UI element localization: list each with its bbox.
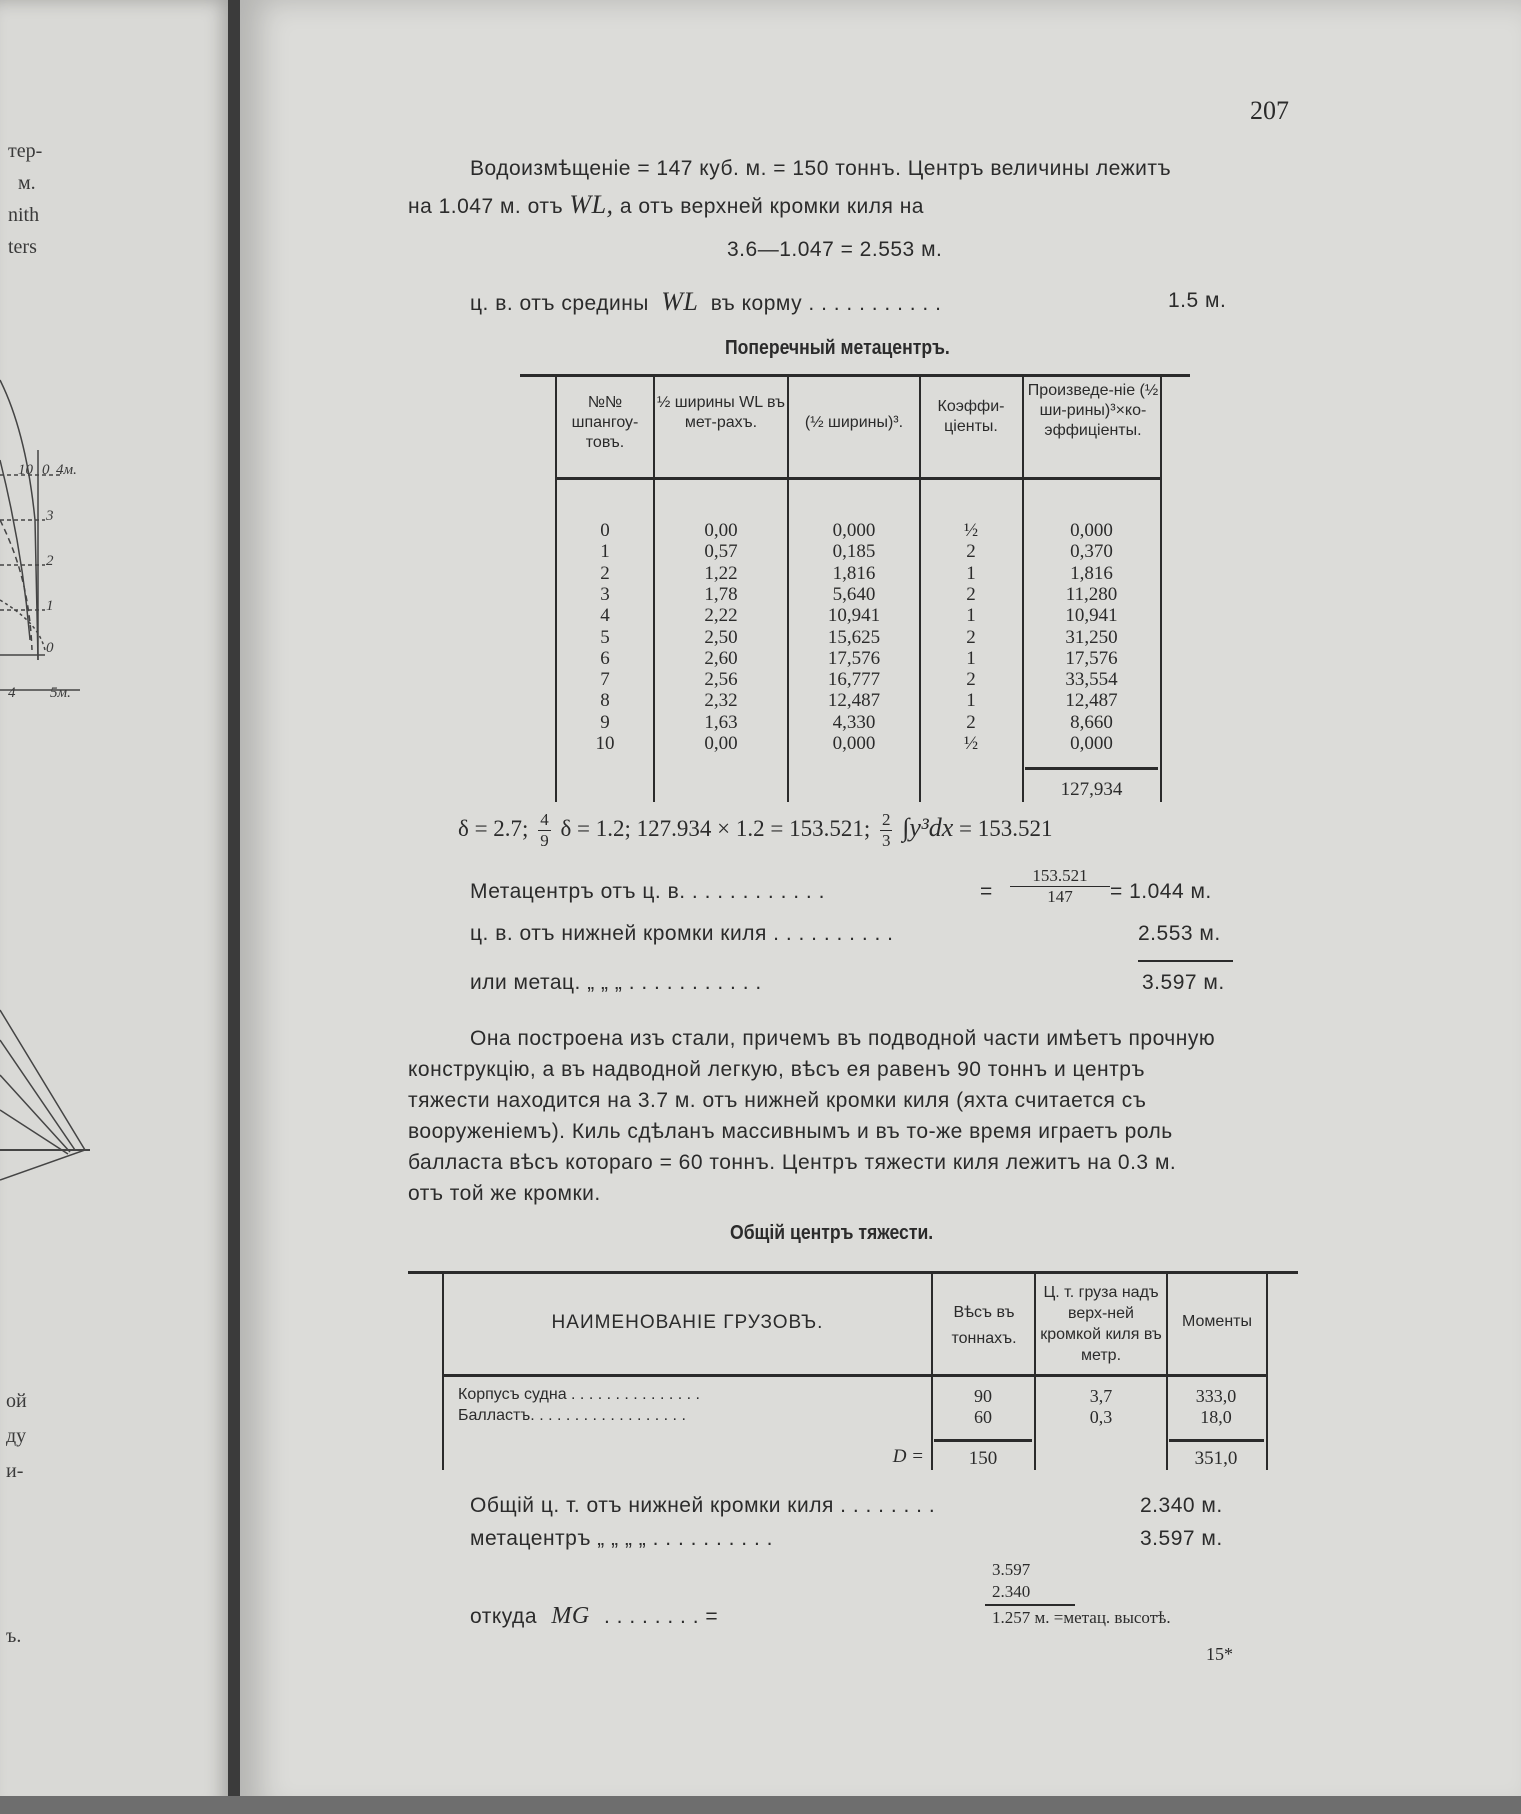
intro-text: на 1.047 м. отъ (408, 195, 564, 218)
gravity-table (442, 1274, 1268, 1470)
formula-part: δ = 2.7; (458, 815, 529, 841)
left-fragment: м. (18, 172, 36, 194)
drawing-label: 4 (8, 685, 16, 701)
table-cell: 7 (600, 669, 610, 691)
drawing-label: 2 (46, 553, 54, 569)
sum-rule (1169, 1439, 1264, 1442)
frac-num: 2 (881, 810, 891, 829)
formula-part: δ = 1.2; 127.934 × 1.2 = 153.521; (560, 815, 871, 841)
table-cell: 1 (600, 541, 610, 563)
table-cell: 4,330 (832, 711, 876, 733)
table-cell: 0,000 (1070, 733, 1113, 754)
total-label: D = (892, 1446, 924, 1467)
cb-prefix: ц. в. отъ средины (470, 292, 649, 315)
table-cell: 2 (966, 669, 976, 691)
left-fragment: тер- (8, 140, 43, 162)
fraction-4-9 (538, 810, 551, 851)
table-cell: 4 (600, 605, 610, 627)
metac-value: 3.597 м. (1142, 971, 1225, 994)
header-cargo-name: НАИМЕНОВАНІЕ ГРУЗОВЪ. (551, 1312, 824, 1333)
header-cg-height: Ц. т. груза надъ верх-ней кромкой киля въ метр. (1040, 1284, 1162, 1364)
table-cell: 2,60 (704, 647, 738, 669)
frac-den: 3 (881, 831, 891, 850)
table-cell: 1,816 (832, 562, 876, 584)
table-cell: 2 (966, 541, 976, 563)
equation: 3.6—1.047 = 2.553 м. (727, 238, 943, 261)
transverse-table (555, 377, 1162, 802)
table-cell: Балластъ. . . . . . . . . . . . . . . . . . (458, 1407, 686, 1424)
left-fragment: ой (6, 1390, 27, 1412)
header-frame-number: №№ шпангоу-товъ. (571, 394, 639, 451)
wl-symbol: WL (661, 287, 699, 316)
col-divider (1166, 1274, 1168, 1470)
frac-num: 4 (540, 810, 549, 829)
header-half-breadth: ½ ширины WL въ мет-рахъ. (657, 394, 785, 431)
table-cell: Корпусъ судна . . . . . . . . . . . . . . . (458, 1386, 700, 1403)
table-cell: 17,576 (1065, 647, 1118, 669)
para-line: конструкцію, а въ надводной легкую, вѣсъ ея равенъ 90 тоннъ и центръ (408, 1058, 1146, 1081)
formula-result: = 153.521 (958, 815, 1053, 841)
header-weight: Вѣсъ въ тоннахъ. (951, 1304, 1017, 1347)
total-moment: 351,0 (1194, 1448, 1238, 1469)
table-cell: 0,000 (1070, 520, 1113, 541)
frac-den: 147 (1047, 887, 1073, 906)
drawing-label: 0 (42, 462, 50, 478)
wl-symbol: WL, (569, 190, 614, 219)
table-cell: 18,0 (1200, 1407, 1232, 1427)
table-cell: 10,941 (1065, 605, 1118, 627)
sub-bottom: 2.340 (992, 1582, 1031, 1601)
table-cell: 1,63 (704, 711, 738, 733)
table-cell: 333,0 (1195, 1386, 1237, 1406)
sum-rule (1138, 960, 1233, 962)
summary-mc-label: метацентръ „ „ „ „ . . . . . . . . . . (470, 1527, 773, 1550)
table-cell: 12,487 (827, 690, 881, 712)
header-rule (444, 1374, 1266, 1377)
table-cell: 1 (966, 690, 976, 712)
table-cell: 2 (966, 626, 976, 648)
header-product: Произведе-ніе (½ ши-рины)³×ко-эффиціенты. (1027, 382, 1159, 439)
mg-result-group (992, 1608, 1171, 1628)
para-line: отъ той же кромки. (408, 1182, 601, 1205)
header-moments: Моменты (1182, 1313, 1252, 1330)
drawing-label: 1 (46, 598, 54, 614)
mg-prefix: откуда (470, 1605, 537, 1628)
table-cell: 8,660 (1070, 711, 1113, 733)
table-cell: 8 (600, 690, 610, 712)
total-weight: 150 (968, 1448, 998, 1469)
table-cell: 0,3 (1089, 1407, 1113, 1427)
summary-mc-value: 3.597 м. (1140, 1527, 1223, 1550)
table-cell: 16,777 (827, 669, 881, 691)
metac-label: или метац. „ „ „ . . . . . . . . . . . (470, 971, 762, 994)
col-divider (1022, 377, 1024, 802)
cb-middle: въ корму . . . . . . . . . . . (710, 292, 942, 315)
table-cell: 1,78 (704, 583, 738, 605)
para-line: Она построена изъ стали, причемъ въ подводной части имѣетъ прочную (470, 1027, 1216, 1050)
cb-keel-value: 2.553 м. (1138, 922, 1221, 945)
table-cell: 10,941 (827, 605, 881, 627)
cb-line (470, 287, 941, 317)
table-cell: 90 (974, 1386, 992, 1406)
mg-result: 1.257 м. (992, 1608, 1050, 1627)
mg-symbol: MG (551, 1603, 590, 1629)
table-cell: 1 (966, 605, 976, 627)
summary-cg-value: 2.340 м. (1140, 1494, 1223, 1517)
hull-drawing-fragment (0, 0, 235, 1814)
table-cell: 11,280 (1065, 583, 1118, 605)
para-line: вооруженіемъ). Киль сдѣланъ массивнымъ и въ то-же время играетъ роль (408, 1120, 1173, 1143)
equals: = (980, 880, 993, 903)
table-cell: 1 (966, 647, 976, 669)
table-cell: 0,185 (832, 541, 876, 563)
sum-rule (985, 1604, 1075, 1606)
table-cell: 9 (600, 711, 610, 733)
intro-line: Водоизмѣщеніе = 147 куб. м. = 150 тоннъ. Центръ величины лежитъ (470, 157, 1172, 180)
left-fragment: ters (8, 236, 37, 258)
metacentre-fraction (1010, 866, 1110, 907)
signature-mark: 15* (1206, 1644, 1233, 1664)
intro-line (408, 190, 924, 220)
table-cell: 10 (595, 733, 615, 754)
table-cell: 3 (600, 583, 610, 605)
table-cell: 0 (600, 520, 610, 541)
table-cell: ½ (963, 520, 979, 541)
table-cell: 3,7 (1089, 1386, 1113, 1406)
gravity-title: Общій центръ тяжести. (730, 1222, 934, 1244)
page-bottom-edge (0, 1796, 1521, 1814)
table-cell: ½ (963, 733, 979, 754)
left-fragment: ду (6, 1425, 27, 1447)
drawing-label: 10 (18, 462, 33, 478)
mg-dots: . . . . . . . . = (604, 1605, 719, 1628)
table-cell: 6 (600, 647, 610, 669)
table-cell: 2,50 (704, 626, 738, 648)
header-cube: (½ ширины)³. (804, 414, 904, 431)
table-cell: 2 (966, 583, 976, 605)
table-cell: 1 (966, 562, 976, 584)
total-value: 127,934 (1060, 779, 1123, 800)
frac-num: 153.521 (1010, 866, 1110, 887)
table-cell: 33,554 (1065, 669, 1118, 691)
left-page-sliver (0, 0, 235, 1814)
header-rule (557, 477, 1160, 480)
integral: ∫y³dx (902, 812, 954, 842)
header-coefficient: Коэффи-ціенты. (937, 398, 1005, 435)
table-cell: 2,22 (704, 605, 738, 627)
drawing-label: 3 (46, 508, 54, 524)
col-divider (931, 1274, 933, 1470)
drawing-label: 0 (46, 640, 54, 656)
table-cell: 2 (600, 562, 610, 584)
fraction-2-3 (880, 810, 893, 851)
table-cell: 17,576 (827, 647, 881, 669)
table-cell: 0,57 (704, 541, 738, 563)
table-cell: 0,000 (832, 520, 876, 541)
mg-suffix: =метац. высотѣ. (1053, 1608, 1171, 1627)
metacentre-label: Метацентръ отъ ц. в. . . . . . . . . . . . (470, 880, 825, 903)
para-line: балласта вѣсъ котораго = 60 тоннъ. Центръ тяжести киля лежитъ на 0.3 м. (408, 1151, 1177, 1174)
table-cell: 0,00 (704, 733, 738, 754)
drawing-label: 4м. (56, 462, 77, 478)
sum-rule (1025, 767, 1158, 770)
table-cell: 0,00 (704, 520, 738, 541)
table-cell: 1,22 (704, 562, 738, 584)
table-cell: 0,000 (832, 733, 876, 754)
cb-keel-label: ц. в. отъ нижней кромки киля . . . . . . . . . . (470, 922, 894, 945)
sum-rule (934, 1439, 1032, 1442)
table-cell: 1,816 (1070, 562, 1113, 584)
cb-value: 1.5 м. (1168, 289, 1227, 312)
table-cell: 0,370 (1070, 541, 1113, 563)
table-cell: 31,250 (1065, 626, 1118, 648)
left-fragment: ъ. (6, 1625, 22, 1647)
body-paragraph (408, 1023, 1308, 1209)
left-fragment: и- (6, 1460, 24, 1482)
para-line: тяжести находится на 3.7 м. отъ нижней кромки киля (яхта считается съ (408, 1089, 1147, 1112)
formula-line (458, 810, 1052, 851)
left-fragment: nith (8, 204, 40, 226)
page-number: 207 (1250, 96, 1289, 125)
table-cell: 12,487 (1065, 690, 1118, 712)
intro-text: а отъ верхней кромки киля на (619, 195, 924, 218)
table-cell: 2,56 (704, 669, 738, 691)
table-cell: 5 (600, 626, 610, 648)
table-cell: 2,32 (704, 690, 738, 712)
table-cell: 15,625 (827, 626, 881, 648)
summary-cg-label: Общій ц. т. отъ нижней кромки киля . . . . . . . . (470, 1494, 936, 1517)
table-cell: 60 (974, 1407, 992, 1427)
sub-top: 3.597 (992, 1560, 1031, 1579)
mg-line (470, 1603, 718, 1630)
frac-den: 9 (540, 831, 549, 850)
transverse-title: Поперечный метацентръ. (725, 337, 950, 359)
table-cell: 5,640 (832, 583, 876, 605)
drawing-label: 5м. (50, 685, 71, 701)
metacentre-result: = 1.044 м. (1110, 880, 1212, 903)
book-page (240, 0, 1521, 1814)
table-cell: 2 (966, 711, 976, 733)
